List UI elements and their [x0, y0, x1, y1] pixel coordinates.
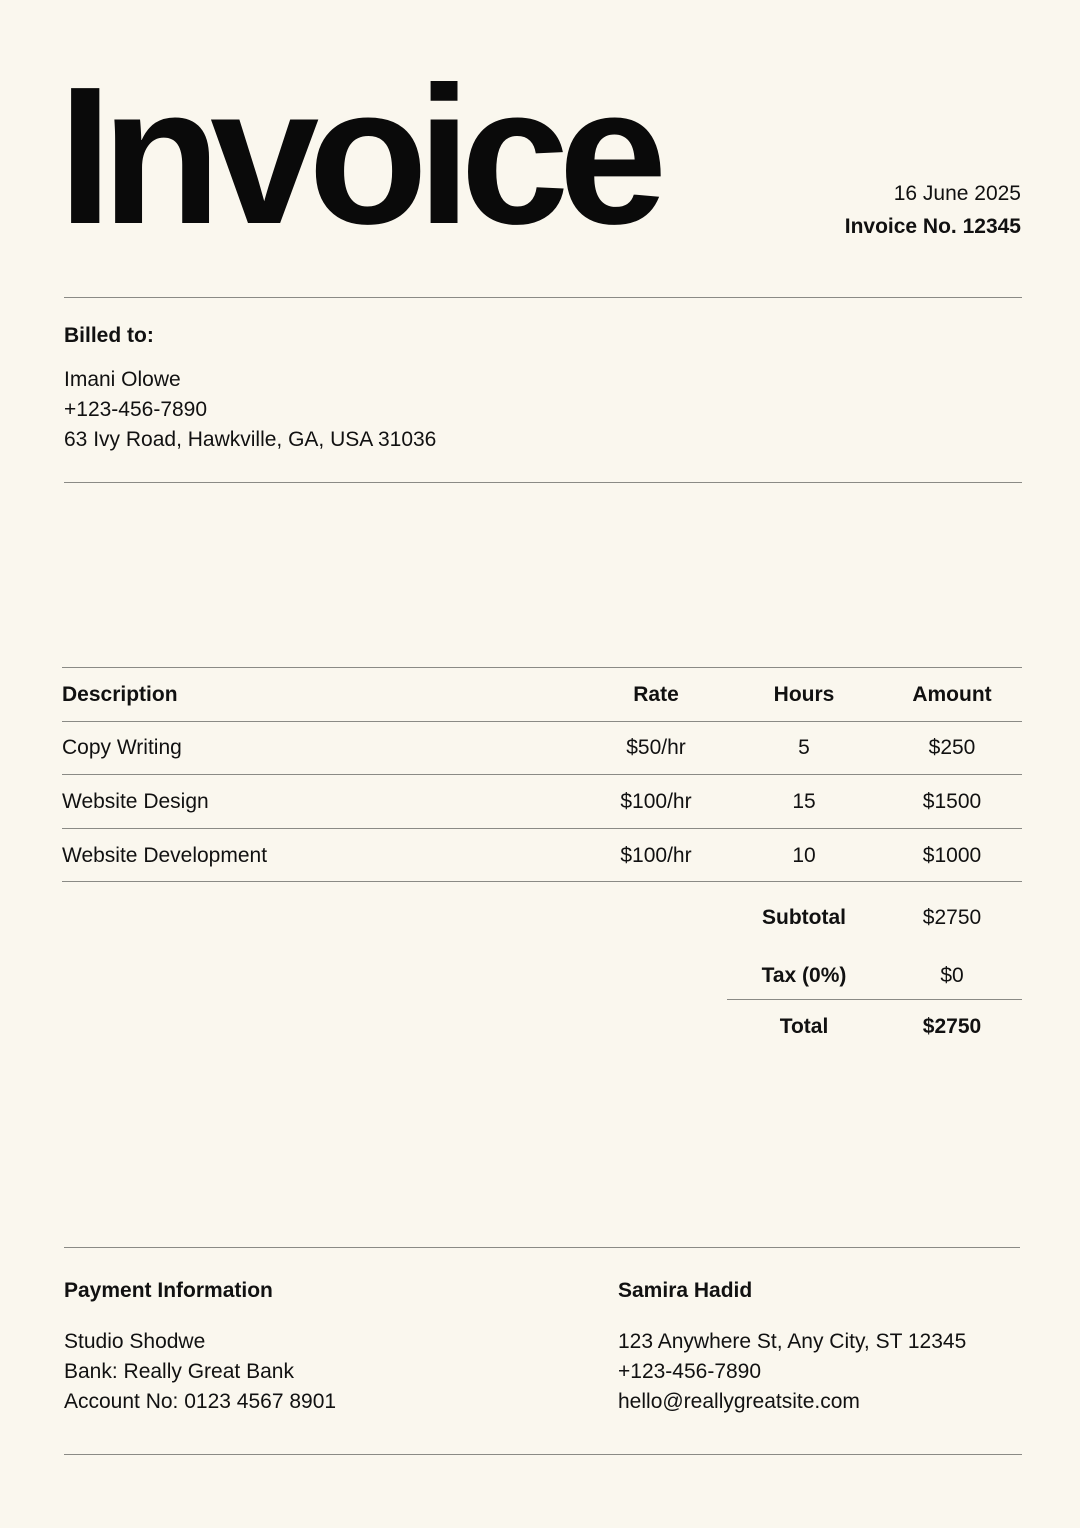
sender-name: Samira Hadid: [618, 1279, 753, 1302]
tax-value: $0: [940, 964, 964, 987]
total-value: $2750: [922, 1015, 982, 1038]
row-rule: [62, 774, 1022, 775]
column-header-description: Description: [62, 683, 178, 706]
subtotal-label: Subtotal: [762, 906, 846, 929]
row-amount: $1000: [922, 844, 982, 867]
column-header-amount: Amount: [912, 683, 992, 706]
sender-phone: +123-456-7890: [618, 1360, 762, 1383]
invoice-date: 16 June 2025: [893, 182, 1021, 205]
row-hours: 5: [798, 736, 810, 759]
invoice-number: Invoice No. 12345: [844, 215, 1021, 238]
row-rule: [62, 828, 1022, 829]
invoice-title: Invoice: [58, 46, 657, 265]
divider-footer-bottom: [64, 1454, 1022, 1455]
table-header-rule: [62, 721, 1022, 722]
billed-to-name: Imani Olowe: [64, 368, 181, 391]
payment-account: Account No: 0123 4567 8901: [64, 1390, 337, 1413]
divider-footer-top: [64, 1247, 1020, 1248]
sender-address: 123 Anywhere St, Any City, ST 12345: [618, 1330, 967, 1353]
payment-bank: Bank: Really Great Bank: [64, 1360, 294, 1383]
table-top-rule: [62, 667, 1022, 668]
row-amount: $1500: [922, 790, 982, 813]
table-bottom-rule: [62, 881, 1022, 882]
row-description: Copy Writing: [62, 736, 182, 759]
column-header-rate: Rate: [633, 683, 679, 706]
row-amount: $250: [928, 736, 976, 759]
payment-info-block: [64, 1327, 336, 1417]
subtotal-value: $2750: [922, 906, 982, 929]
sender-info-block: [618, 1327, 966, 1417]
billed-to-address: 63 Ivy Road, Hawkville, GA, USA 31036: [64, 428, 437, 451]
row-rate: $100/hr: [620, 790, 692, 813]
row-description: Website Design: [62, 790, 209, 813]
row-hours: 15: [792, 790, 816, 813]
payment-studio: Studio Shodwe: [64, 1330, 206, 1353]
row-hours: 10: [792, 844, 816, 867]
payment-info-label: Payment Information: [64, 1279, 273, 1302]
billed-to-label: Billed to:: [64, 324, 154, 347]
row-rate: $100/hr: [620, 844, 692, 867]
row-rate: $50/hr: [626, 736, 686, 759]
column-header-hours: Hours: [773, 683, 835, 706]
totals-rule: [727, 999, 1022, 1000]
sender-email[interactable]: hello@reallygreatsite.com: [618, 1390, 860, 1413]
total-label: Total: [779, 1015, 829, 1038]
divider-header: [64, 297, 1022, 298]
row-description: Website Development: [62, 844, 268, 867]
divider-billed-to: [64, 482, 1022, 483]
tax-label: Tax (0%): [761, 964, 847, 987]
billed-to-phone: +123-456-7890: [64, 398, 208, 421]
billed-to-block: [64, 365, 436, 455]
